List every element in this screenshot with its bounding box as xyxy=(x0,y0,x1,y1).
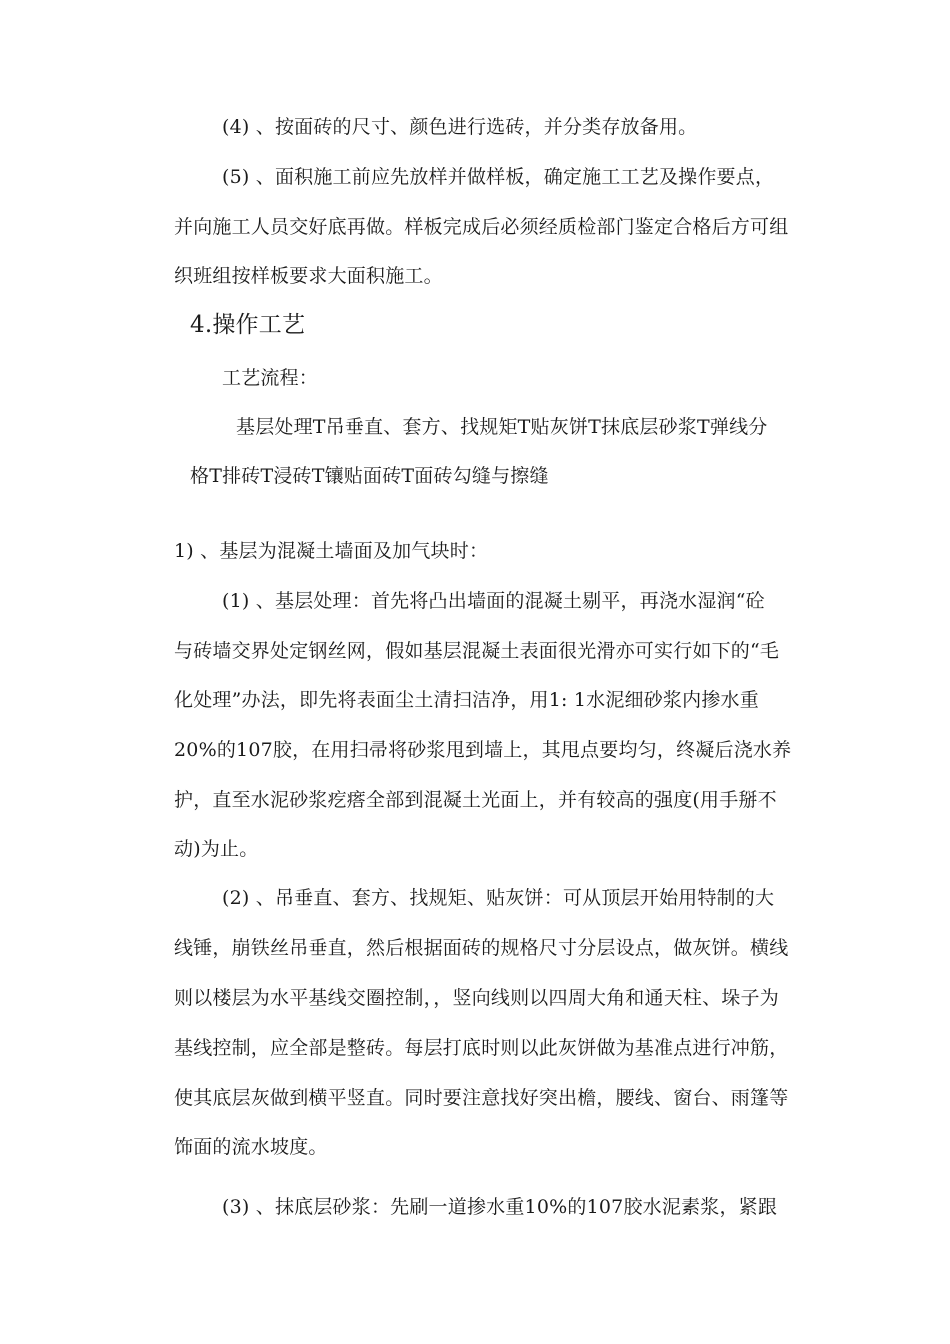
section-heading: 4.操作工艺 xyxy=(190,312,306,338)
para-5-line-2: 并向施工人员交好底再做。样板完成后必须经质检部门鉴定合格后方可组 xyxy=(174,216,789,238)
para-5-line-3: 织班组按样板要求大面积施工。 xyxy=(174,265,443,287)
step-1-line-5: 护，直至水泥砂浆疙瘩全部到混凝土光面上，并有较高的强度(用手掰不 xyxy=(174,789,777,811)
step-1-line-2: 与砖墙交界处定钢丝网，假如基层混凝土表面很光滑亦可实行如下的“毛 xyxy=(174,640,780,662)
step-1-line-1: (1) 、基层处理：首先将凸出墙面的混凝土剔平，再浇水湿润“砼 xyxy=(222,590,765,612)
step-3-line-1: (3) 、抹底层砂浆：先刷一道掺水重10%的107胶水泥素浆，紧跟 xyxy=(222,1196,778,1218)
step-2-line-4: 基线控制，应全部是整砖。每层打底时则以此灰饼做为基准点进行冲筋， xyxy=(174,1037,789,1059)
step-2-line-1: (2) 、吊垂直、套方、找规矩、贴灰饼：可从顶层开始用特制的大 xyxy=(222,887,775,909)
process-flow-line-1: 基层处理T吊垂直、套方、找规矩T贴灰饼T抹底层砂浆T弹线分 xyxy=(236,416,768,438)
process-flow-line-2: 格T排砖T浸砖T镶贴面砖T面砖勾缝与擦缝 xyxy=(190,465,549,487)
subsection-heading: 1) 、基层为混凝土墙面及加气块时： xyxy=(174,540,489,562)
step-1-line-3: 化处理”办法，即先将表面尘土清扫洁净，用1: 1水泥细砂浆内掺水重 xyxy=(174,689,759,711)
para-4-line-1: (4) 、按面砖的尺寸、颜色进行选砖，并分类存放备用。 xyxy=(222,116,698,138)
step-1-line-6: 动)为止。 xyxy=(174,838,259,860)
step-2-line-5: 使其底层灰做到横平竖直。同时要注意找好突出檐，腰线、窗台、雨篷等 xyxy=(174,1087,789,1109)
step-1-line-4: 20%的107胶，在用扫帚将砂浆甩到墙上，其甩点要均匀，终凝后浇水养 xyxy=(174,739,792,761)
process-label: 工艺流程： xyxy=(222,367,319,389)
para-5-line-1: (5) 、面积施工前应先放样并做样板，确定施工工艺及操作要点， xyxy=(222,166,775,188)
step-2-line-6: 饰面的流水坡度。 xyxy=(174,1136,328,1158)
step-2-line-3: 则以楼层为水平基线交圈控制，，竖向线则以四周大角和通天柱、垛子为 xyxy=(174,987,779,1009)
step-2-line-2: 线锤，崩铁丝吊垂直，然后根据面砖的规格尺寸分层设点，做灰饼。横线 xyxy=(174,937,789,959)
